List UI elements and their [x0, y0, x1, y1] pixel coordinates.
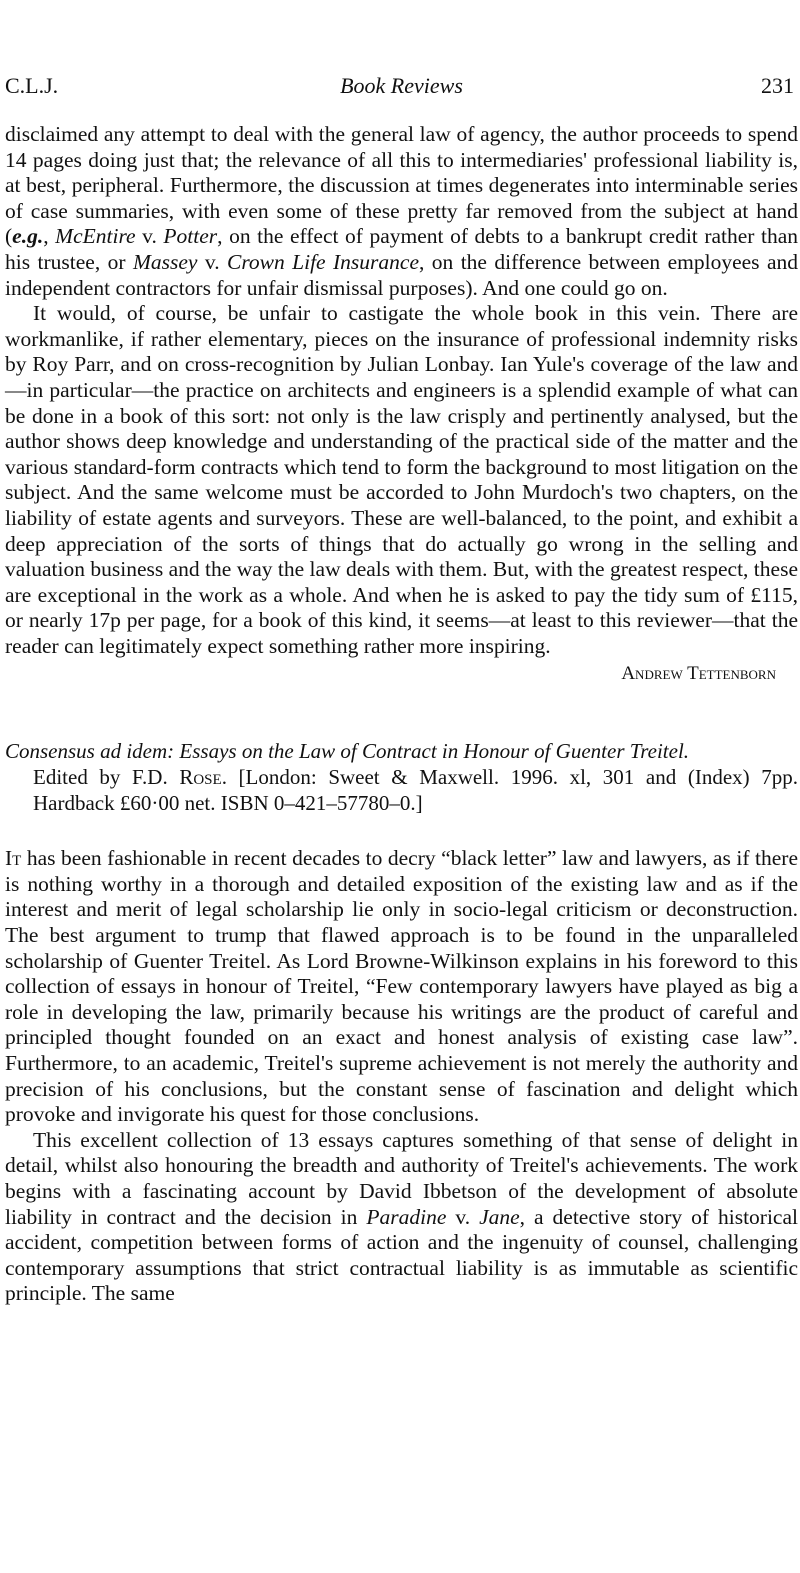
review-tettenborn	[5, 122, 798, 687]
review1-paragraph-1: disclaimed any attempt to deal with the general law of agency, the author proceeds to spend 14 pages doing just that; the relevance of all this to intermediaries' professional liability is, at best, peripheral. Furthermore, the discussion at times degenerates into interminable series of case summaries, with even some of these pretty far removed from the subject at hand (e.g., McEntire v. Potter, on the effect of payment of debts to a bankrupt credit rather than his trustee, or Massey v. Crown Life Insurance, on the difference between employees and independent contractors for unfair dismissal purposes). And one could go on.	[5, 122, 799, 300]
section-title: Book Reviews	[340, 73, 463, 98]
case-name: Paradine	[366, 1204, 447, 1229]
case-name: Massey	[132, 249, 198, 274]
review2-paragraph-2: This excellent collection of 13 essays captures something of that sense of delight in detail, whilst also honouring the breadth and authority of Treitel's achievements. The work begins with a fascinating account by David Ibbetson of the development of absolute liability in contract and the decision in Paradine v. Jane, a detective story of historical accident, competition between forms of action and the ingenuity of counsel, challenging contemporary assumptions that strict contractual liability is as immutable as scientific principle. The same	[5, 1127, 798, 1306]
publication-details: Edited by F.D. Rose. [London: Sweet & Maxwell. 1996. xl, 301 and (Index) 7pp. Hardback £60·00 net. ISBN 0–421–57780–0.]	[33, 765, 798, 815]
reviewer-signature: Andrew Tettenborn	[621, 663, 776, 685]
book-review-page	[0, 66, 800, 1573]
page-number: 231	[761, 73, 794, 98]
case-name: McEntire	[55, 224, 136, 249]
review2-paragraph-1: It has been fashionable in recent decades to decry “black letter” law and lawyers, as if there is nothing worthy in a thorough and detailed exposition of the existing law and as if the interest and merit of legal scholarship lie only in socio-legal criticism or deconstruction. The best argument to trump that flawed approach is to be found in the unparalleled scholarship of Guenter Treitel. As Lord Browne-Wilkinson explains in his foreword to this collection of essays in honour of Treitel, “Few contemporary lawyers have played as big a role in developing the law, primarily because his writings are the product of careful and principled thought founded on an exact and honest analysis of existing case law”. Furthermore, to an academic, Treitel's supreme achievement is not merely the authority and precision of his conclusions, but the constant sense of fascination and delight which provoke and invigorate his quest for those conclusions.	[5, 846, 798, 1127]
case-name: Potter	[163, 224, 218, 249]
review-treitel-essays	[5, 846, 798, 1307]
book-title: Consensus ad idem: Essays on the Law of Contract in Honour of Guenter Treitel.	[5, 739, 690, 764]
review1-paragraph-2: It would, of course, be unfair to castigate the whole book in this vein. There are workmanlike, if rather elementary, pieces on the insurance of professional indemnity risks by Roy Parr, and on cross-recognition by Julian Lonbay. Ian Yule's coverage of the law and—in particular—the practice on architects and engineers is a splendid example of what can be done in a book of this sort: not only is the law crisply and pertinently analysed, but the author shows deep knowledge and understanding of the practical side of the matter and the various standard-form contracts which tend to form the background to most litigation on the subject. And the same welcome must be accorded to John Murdoch's two chapters, on the liability of estate agents and surveyors. These are well-balanced, to the point, and exhibit a deep appreciation of the sorts of things that do actually go wrong in the selling and valuation business and the way the law deals with them. But, with the greatest respect, these are exceptional in the work as a whole. And when he is asked to pay the tidy sum of £115, or nearly 17p per page, for a book of this kind, it seems—at least to this reviewer—that the reader can legitimately expect something rather more inspiring.	[5, 301, 798, 658]
case-name: Crown Life Insurance	[226, 249, 419, 274]
running-header	[5, 66, 798, 106]
editor-name: Rose	[179, 765, 222, 790]
case-name: Jane	[479, 1204, 520, 1229]
journal-abbreviation: C.L.J.	[5, 73, 59, 98]
review2-heading	[5, 739, 798, 816]
